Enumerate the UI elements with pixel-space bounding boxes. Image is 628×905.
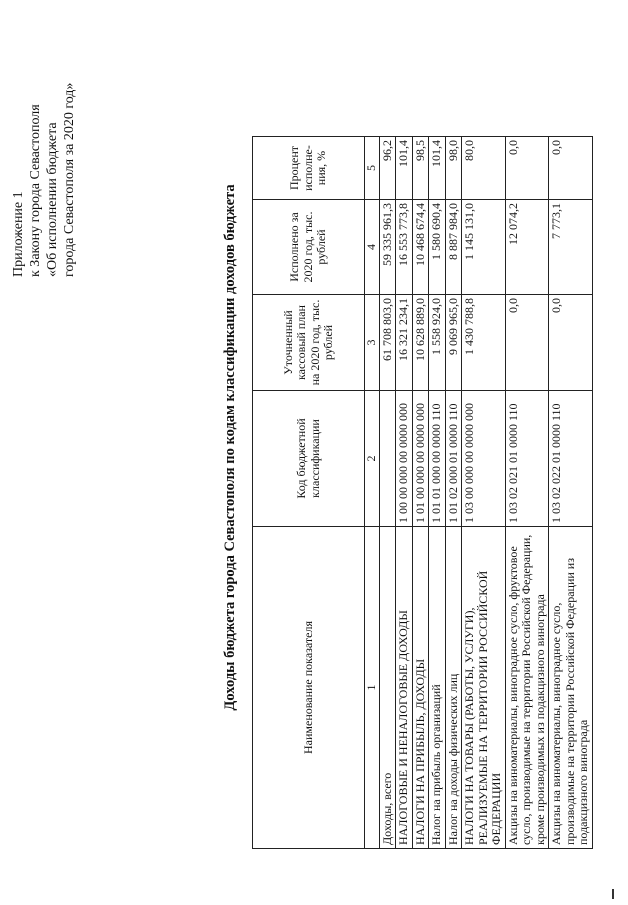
- row-code: 1 03 02 022 01 0000 110: [549, 391, 593, 527]
- row-name: Акцизы на виноматериалы, виноградное сусло, фруктовое сусло, производимые на территории Российской Федерации, кроме производимых из подакцизного винограда: [505, 527, 549, 849]
- row-plan: 16 321 234,1: [396, 295, 413, 391]
- column-number: 3: [365, 295, 380, 391]
- row-code: 1 01 01 000 00 0000 110: [429, 391, 446, 527]
- appendix-line-2: к Закону города Севастополя: [28, 104, 43, 277]
- row-code: [379, 391, 396, 527]
- row-percent: 80,0: [462, 137, 506, 200]
- table-row: [445, 137, 462, 849]
- scan-artifact-mark: [612, 889, 614, 899]
- row-executed: 10 468 674,4: [412, 200, 429, 295]
- document-title: Доходы бюджета города Севастополя по кодам классификации доходов бюджета: [222, 184, 238, 711]
- row-code: 1 03 00 000 00 0000 000: [462, 391, 506, 527]
- row-percent: 96,2: [379, 137, 396, 200]
- row-executed: 7 773,1: [549, 200, 593, 295]
- row-plan: 1 558 924,0: [429, 295, 446, 391]
- row-percent: 0,0: [549, 137, 593, 200]
- row-name: НАЛОГОВЫЕ И НЕНАЛОГОВЫЕ ДОХОДЫ: [396, 527, 413, 849]
- header-percent: Процент исполне-ния, %: [253, 137, 365, 200]
- header-name: Наименование показателя: [253, 527, 365, 849]
- table-row: [429, 137, 446, 849]
- row-percent: 101,4: [429, 137, 446, 200]
- row-name: Доходы, всего: [379, 527, 396, 849]
- row-plan: 10 628 889,0: [412, 295, 429, 391]
- row-percent: 98,5: [412, 137, 429, 200]
- row-executed: 59 335 961,3: [379, 200, 396, 295]
- row-name: НАЛОГИ НА ПРИБЫЛЬ, ДОХОДЫ: [412, 527, 429, 849]
- row-executed: 12 074,2: [505, 200, 549, 295]
- row-name: Налог на доходы физических лиц: [445, 527, 462, 849]
- header-executed: Исполнено за 2020 год, тыс. рублей: [253, 200, 365, 295]
- row-executed: 8 887 984,0: [445, 200, 462, 295]
- row-code: 1 03 02 021 01 0000 110: [505, 391, 549, 527]
- row-plan: 9 069 965,0: [445, 295, 462, 391]
- table-row: [379, 137, 396, 849]
- column-number: 1: [365, 527, 380, 849]
- row-percent: 0,0: [505, 137, 549, 200]
- row-executed: 1 145 131,0: [462, 200, 506, 295]
- row-executed: 16 553 773,8: [396, 200, 413, 295]
- header-plan: Уточненный кассовый план на 2020 год, тыс. рублей: [253, 295, 365, 391]
- row-percent: 98,0: [445, 137, 462, 200]
- row-name: НАЛОГИ НА ТОВАРЫ (РАБОТЫ, УСЛУГИ), РЕАЛИЗУЕМЫЕ НА ТЕРРИТОРИИ РОССИЙСКОЙ ФЕДЕРАЦИИ: [462, 527, 506, 849]
- row-plan: 0,0: [505, 295, 549, 391]
- row-percent: 101,4: [396, 137, 413, 200]
- column-number: 2: [365, 391, 380, 527]
- table-row: [412, 137, 429, 849]
- revenue-table: [252, 136, 593, 849]
- row-code: 1 01 02 000 01 0000 110: [445, 391, 462, 527]
- column-number: 5: [365, 137, 380, 200]
- table-row: [462, 137, 506, 849]
- table-row: [505, 137, 549, 849]
- row-executed: 1 580 690,4: [429, 200, 446, 295]
- appendix-line-1: Приложение 1: [11, 191, 26, 277]
- appendix-line-4: города Севастополя за 2020 год»: [62, 82, 77, 277]
- header-code: Код бюджетной классификации: [253, 391, 365, 527]
- row-name: Акцизы на виноматериалы, виноградное сусло, производимые на территории Российской Федерации из подакцизного винограда: [549, 527, 593, 849]
- table-row: [549, 137, 593, 849]
- appendix-block: [10, 7, 78, 277]
- row-code: 1 00 00 000 00 0000 000: [396, 391, 413, 527]
- row-plan: 1 430 788,8: [462, 295, 506, 391]
- row-plan: 0,0: [549, 295, 593, 391]
- column-number: 4: [365, 200, 380, 295]
- row-code: 1 01 00 000 00 0000 000: [412, 391, 429, 527]
- row-plan: 61 708 803,0: [379, 295, 396, 391]
- table-row: [396, 137, 413, 849]
- appendix-line-3: «Об исполнении бюджета: [45, 122, 60, 277]
- row-name: Налог на прибыль организаций: [429, 527, 446, 849]
